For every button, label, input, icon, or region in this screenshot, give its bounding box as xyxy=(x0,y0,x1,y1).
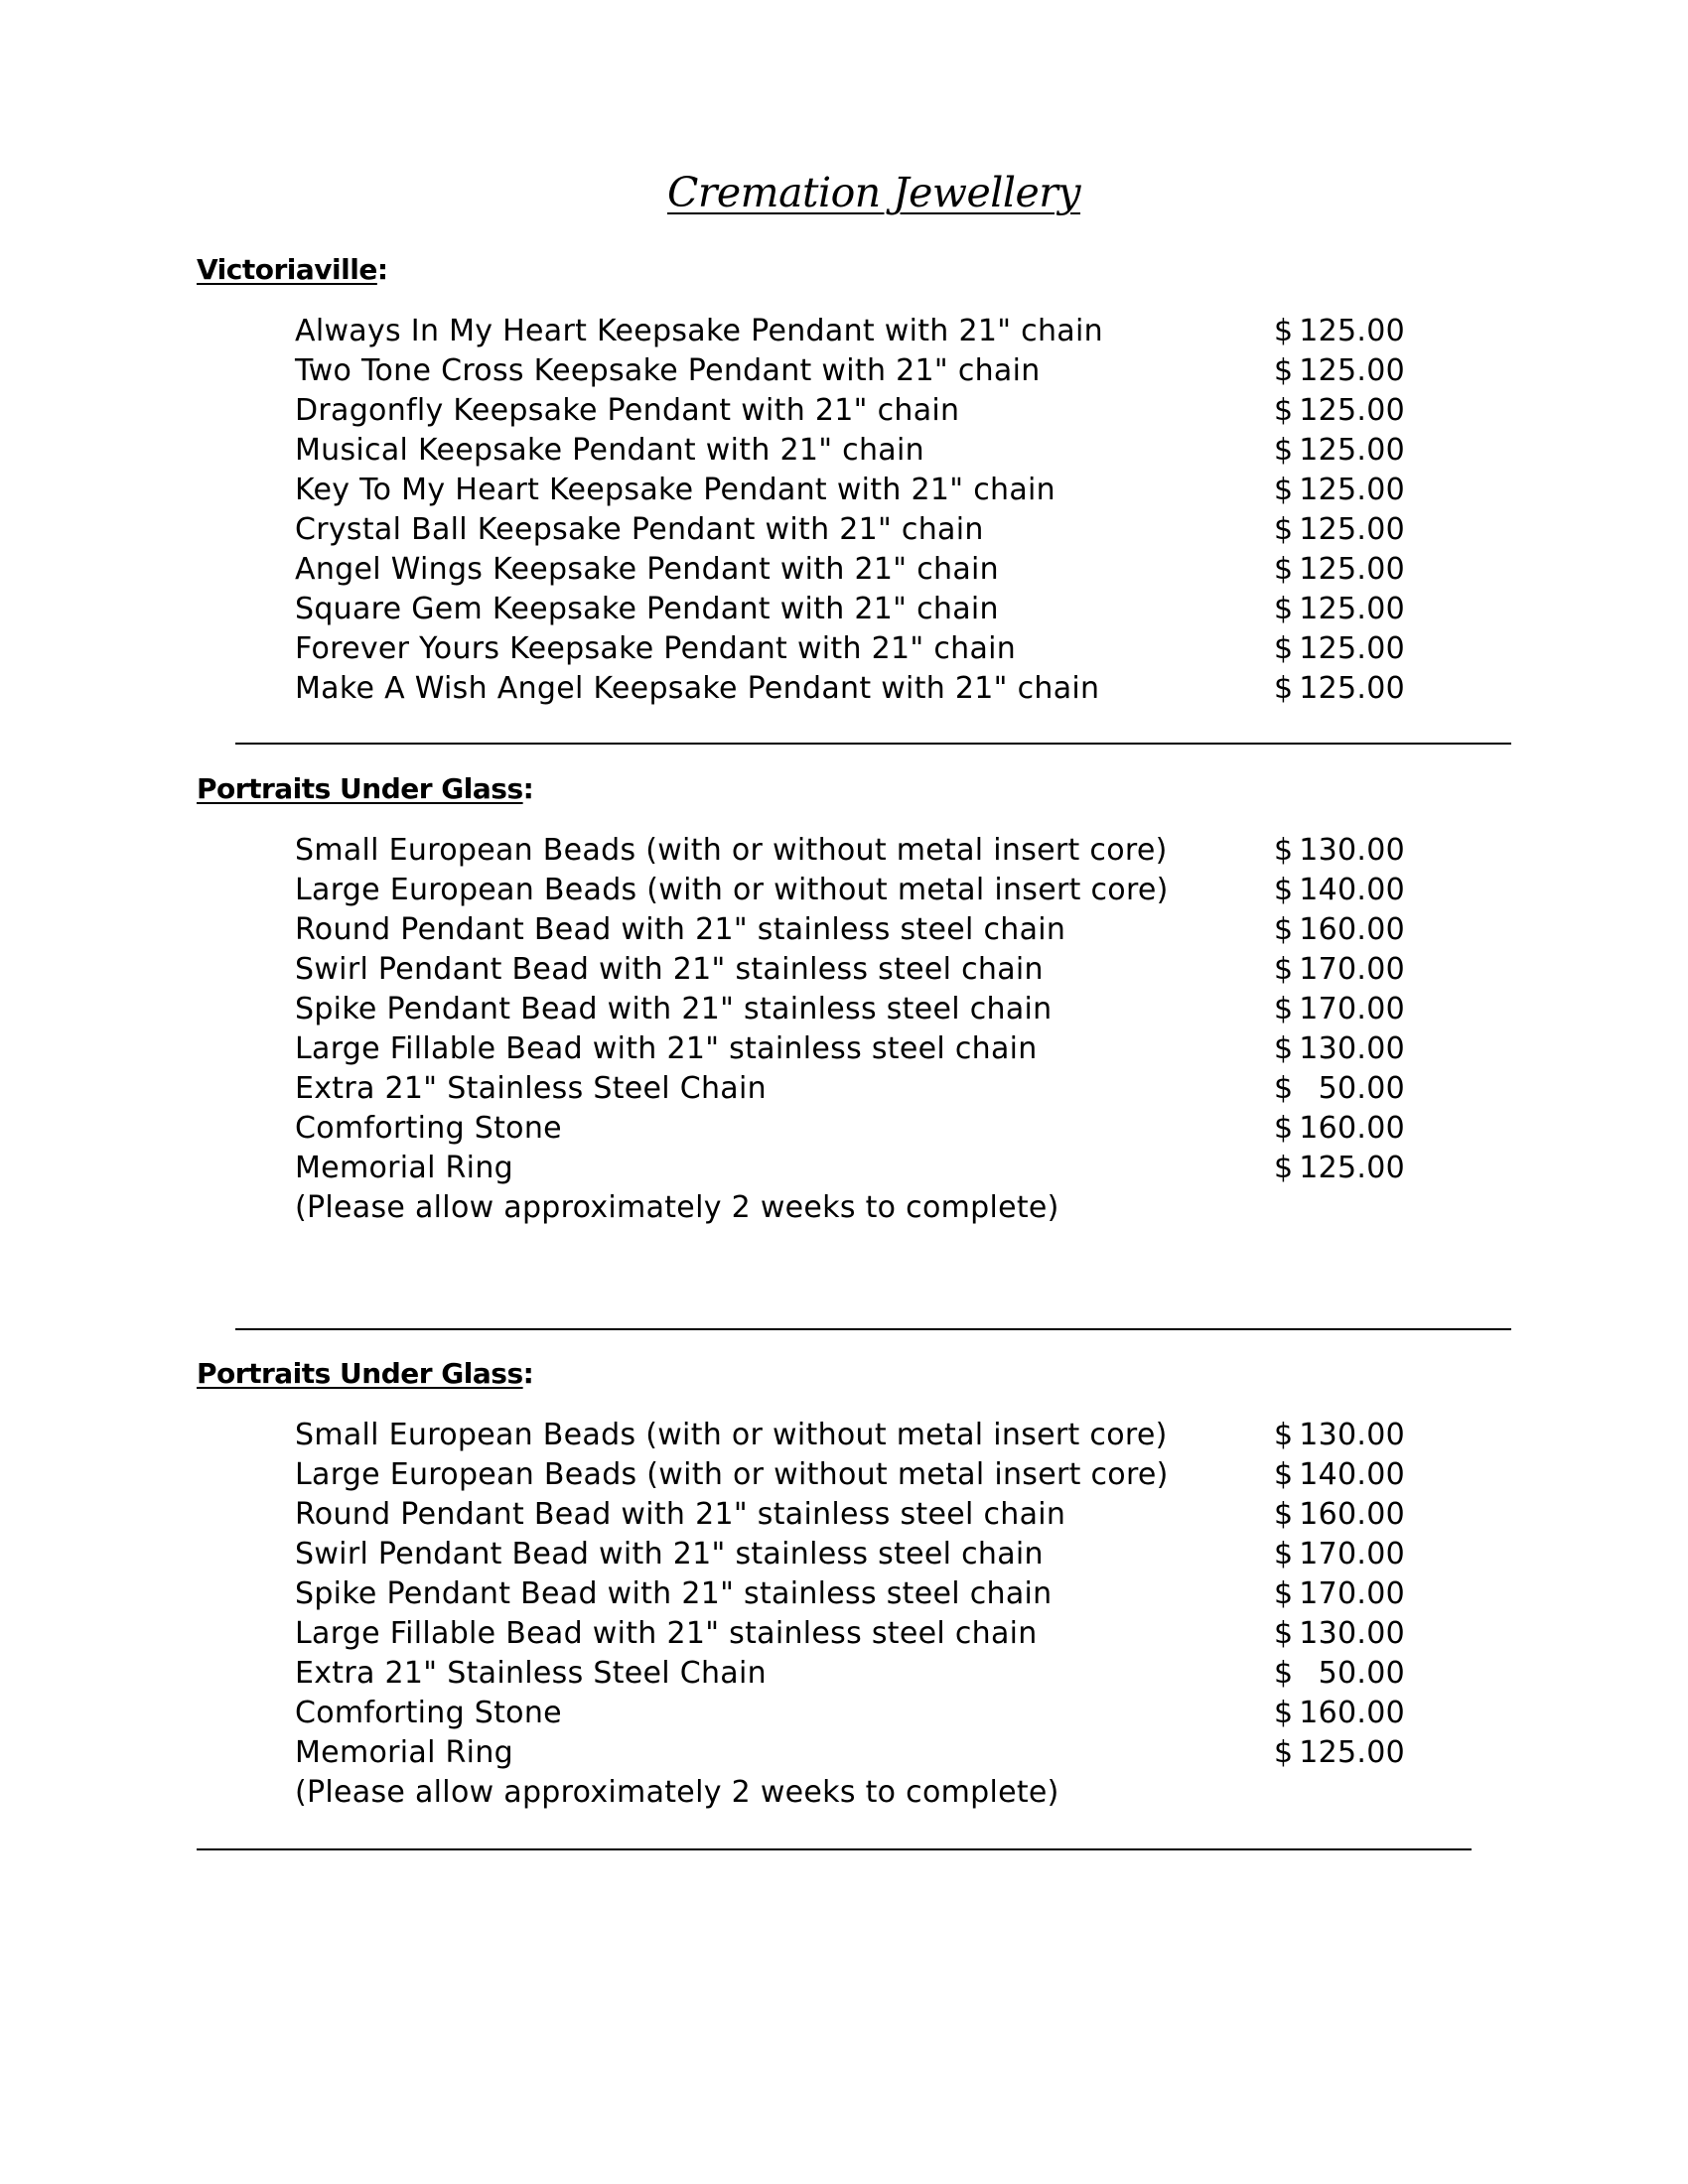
item-price: 130.00 xyxy=(1299,1616,1405,1651)
currency-symbol: $ xyxy=(1274,1151,1294,1185)
item-price: 125.00 xyxy=(1299,1151,1405,1185)
item-name: Swirl Pendant Bead with 21" stainless steel chain xyxy=(295,952,1044,987)
currency-symbol: $ xyxy=(1274,1735,1294,1770)
item-name: Make A Wish Angel Keepsake Pendant with 21" chain xyxy=(295,671,1100,706)
price-row xyxy=(0,1497,1688,1537)
currency-symbol: $ xyxy=(1274,873,1294,907)
completion-note: (Please allow approximately 2 weeks to complete) xyxy=(295,1775,1059,1810)
page-title: Cremation Jewellery xyxy=(666,169,1081,216)
currency-symbol: $ xyxy=(1274,1111,1294,1146)
section-heading-portraits-under-glass: Portraits Under Glass: xyxy=(197,1357,534,1390)
item-price: 125.00 xyxy=(1299,433,1405,468)
currency-symbol: $ xyxy=(1274,552,1294,587)
currency-symbol: $ xyxy=(1274,314,1294,348)
currency-symbol: $ xyxy=(1274,433,1294,468)
item-name: Musical Keepsake Pendant with 21" chain xyxy=(295,433,924,468)
item-name: Spike Pendant Bead with 21" stainless steel chain xyxy=(295,992,1053,1026)
item-price: 125.00 xyxy=(1299,353,1405,388)
item-price: 170.00 xyxy=(1299,1576,1405,1611)
currency-symbol: $ xyxy=(1274,1537,1294,1571)
currency-symbol: $ xyxy=(1274,1071,1294,1106)
price-row xyxy=(0,353,1688,393)
section-divider xyxy=(197,1848,1472,1850)
price-row xyxy=(0,592,1688,631)
price-row xyxy=(0,1071,1688,1111)
price-row xyxy=(0,512,1688,552)
price-row xyxy=(0,1616,1688,1656)
item-name: Swirl Pendant Bead with 21" stainless steel chain xyxy=(295,1537,1044,1571)
price-row xyxy=(0,1537,1688,1576)
price-row xyxy=(0,1696,1688,1735)
item-name: Crystal Ball Keepsake Pendant with 21" chain xyxy=(295,512,984,547)
item-price: 160.00 xyxy=(1299,1497,1405,1532)
price-row xyxy=(0,833,1688,873)
item-price: 125.00 xyxy=(1299,592,1405,626)
currency-symbol: $ xyxy=(1274,1656,1294,1691)
item-price: 130.00 xyxy=(1299,1418,1405,1452)
item-price: 130.00 xyxy=(1299,1031,1405,1066)
price-row xyxy=(0,1735,1688,1775)
currency-symbol: $ xyxy=(1274,671,1294,706)
item-name: Two Tone Cross Keepsake Pendant with 21" chain xyxy=(295,353,1041,388)
price-row xyxy=(0,1418,1688,1457)
price-row xyxy=(0,1457,1688,1497)
item-name: Round Pendant Bead with 21" stainless steel chain xyxy=(295,912,1066,947)
item-name: Round Pendant Bead with 21" stainless steel chain xyxy=(295,1497,1066,1532)
currency-symbol: $ xyxy=(1274,1418,1294,1452)
price-row xyxy=(0,1151,1688,1190)
section-heading-victoriaville: Victoriaville: xyxy=(197,253,388,286)
section-divider xyxy=(235,1328,1511,1330)
item-name: Comforting Stone xyxy=(295,1696,562,1730)
item-price: 125.00 xyxy=(1299,393,1405,428)
currency-symbol: $ xyxy=(1274,1576,1294,1611)
item-name: Large Fillable Bead with 21" stainless steel chain xyxy=(295,1031,1038,1066)
item-name: Angel Wings Keepsake Pendant with 21" chain xyxy=(295,552,999,587)
section-divider xyxy=(235,743,1511,745)
price-row xyxy=(0,314,1688,353)
price-row xyxy=(0,952,1688,992)
currency-symbol: $ xyxy=(1274,353,1294,388)
item-name: Small European Beads (with or without metal insert core) xyxy=(295,833,1168,868)
item-price: 125.00 xyxy=(1299,671,1405,706)
item-price: 125.00 xyxy=(1299,552,1405,587)
item-price: 170.00 xyxy=(1299,952,1405,987)
price-row xyxy=(0,1031,1688,1071)
price-row xyxy=(0,1111,1688,1151)
item-price: 160.00 xyxy=(1299,1696,1405,1730)
item-name: Comforting Stone xyxy=(295,1111,562,1146)
item-price: 140.00 xyxy=(1299,1457,1405,1492)
item-price: 125.00 xyxy=(1299,1735,1405,1770)
currency-symbol: $ xyxy=(1274,512,1294,547)
currency-symbol: $ xyxy=(1274,952,1294,987)
price-row xyxy=(0,992,1688,1031)
price-row xyxy=(0,631,1688,671)
currency-symbol: $ xyxy=(1274,1696,1294,1730)
item-price: 160.00 xyxy=(1299,1111,1405,1146)
currency-symbol: $ xyxy=(1274,1616,1294,1651)
item-price: 125.00 xyxy=(1299,512,1405,547)
price-row xyxy=(0,1656,1688,1696)
price-row xyxy=(0,433,1688,473)
price-row xyxy=(0,1576,1688,1616)
item-name: Square Gem Keepsake Pendant with 21" chain xyxy=(295,592,999,626)
price-row xyxy=(0,473,1688,512)
currency-symbol: $ xyxy=(1274,631,1294,666)
currency-symbol: $ xyxy=(1274,473,1294,507)
currency-symbol: $ xyxy=(1274,833,1294,868)
price-row xyxy=(0,393,1688,433)
item-name: Large European Beads (with or without metal insert core) xyxy=(295,873,1169,907)
price-row xyxy=(0,552,1688,592)
completion-note: (Please allow approximately 2 weeks to complete) xyxy=(295,1190,1059,1225)
item-price: 50.00 xyxy=(1318,1656,1405,1691)
price-row xyxy=(0,912,1688,952)
item-price: 170.00 xyxy=(1299,992,1405,1026)
item-name: Large European Beads (with or without metal insert core) xyxy=(295,1457,1169,1492)
item-price: 50.00 xyxy=(1318,1071,1405,1106)
currency-symbol: $ xyxy=(1274,393,1294,428)
item-price: 130.00 xyxy=(1299,833,1405,868)
item-name: Extra 21" Stainless Steel Chain xyxy=(295,1656,767,1691)
currency-symbol: $ xyxy=(1274,1031,1294,1066)
item-price: 125.00 xyxy=(1299,314,1405,348)
item-name: Spike Pendant Bead with 21" stainless steel chain xyxy=(295,1576,1053,1611)
item-price: 170.00 xyxy=(1299,1537,1405,1571)
section-heading-portraits-under-glass: Portraits Under Glass: xyxy=(197,772,534,805)
item-name: Key To My Heart Keepsake Pendant with 21" chain xyxy=(295,473,1055,507)
item-price: 125.00 xyxy=(1299,473,1405,507)
currency-symbol: $ xyxy=(1274,992,1294,1026)
item-price: 140.00 xyxy=(1299,873,1405,907)
item-name: Memorial Ring xyxy=(295,1735,513,1770)
item-price: 160.00 xyxy=(1299,912,1405,947)
currency-symbol: $ xyxy=(1274,1497,1294,1532)
price-row xyxy=(0,873,1688,912)
item-name: Always In My Heart Keepsake Pendant with 21" chain xyxy=(295,314,1103,348)
item-price: 125.00 xyxy=(1299,631,1405,666)
item-name: Forever Yours Keepsake Pendant with 21" chain xyxy=(295,631,1017,666)
price-row xyxy=(0,671,1688,711)
item-name: Dragonfly Keepsake Pendant with 21" chain xyxy=(295,393,960,428)
item-name: Large Fillable Bead with 21" stainless steel chain xyxy=(295,1616,1038,1651)
currency-symbol: $ xyxy=(1274,1457,1294,1492)
currency-symbol: $ xyxy=(1274,592,1294,626)
item-name: Extra 21" Stainless Steel Chain xyxy=(295,1071,767,1106)
item-name: Memorial Ring xyxy=(295,1151,513,1185)
currency-symbol: $ xyxy=(1274,912,1294,947)
item-name: Small European Beads (with or without metal insert core) xyxy=(295,1418,1168,1452)
